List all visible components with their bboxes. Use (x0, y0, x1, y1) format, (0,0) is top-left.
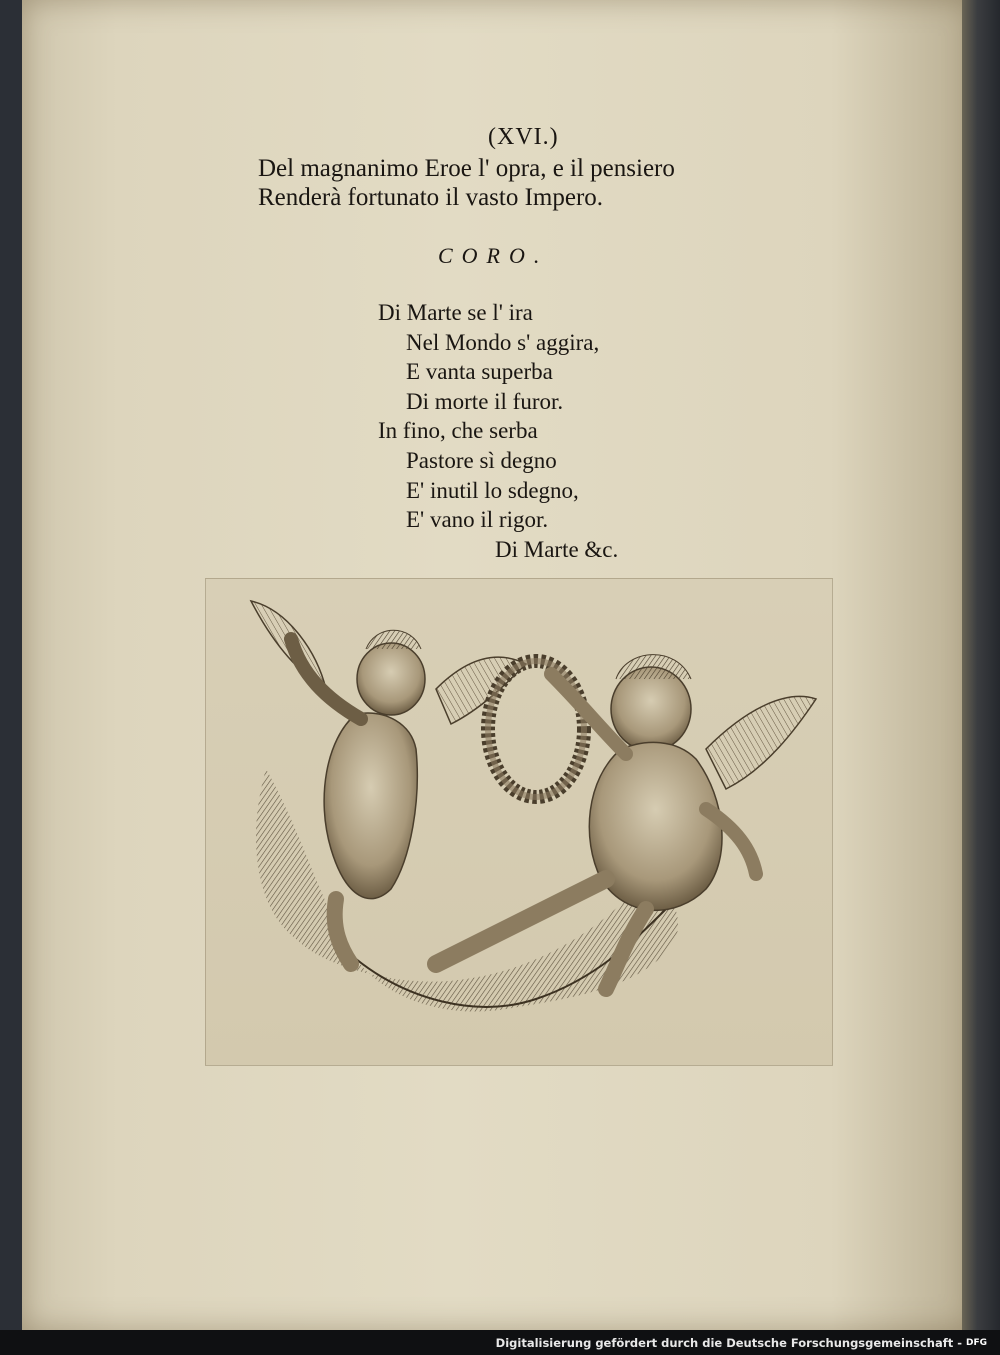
verse-line: In fino, che serba (378, 418, 538, 444)
poem-line-2: Renderà fortunato il vasto Impero. (258, 184, 604, 211)
poem-line-1: Del magnanimo Eroe l' opra, e il pensiero (258, 155, 675, 182)
engraving-plate (205, 578, 833, 1066)
putti-engraving (206, 579, 832, 1065)
coro-heading: CORO. (438, 243, 549, 268)
verse-line: Di Marte &c. (495, 536, 619, 562)
verse-line: E' vano il rigor. (406, 507, 549, 533)
verse-line: Di morte il furor. (406, 388, 564, 414)
page-number: (XVI.) (488, 124, 559, 150)
verse-line: Di Marte se l' ira (378, 300, 533, 325)
digitization-credit: Digitalisierung gefördert durch die Deutsche Forschungsgemeinschaft - (495, 1336, 962, 1350)
facing-page-edge (962, 0, 1000, 1330)
verse-line: E vanta superba (406, 359, 553, 385)
verse-line: E' inutil lo sdegno, (406, 477, 579, 503)
coro-verse (378, 298, 618, 564)
verse-line: Pastore sì degno (406, 447, 557, 473)
dfg-logo: DFG (966, 1338, 988, 1348)
verse-line: Nel Mondo s' aggira, (406, 329, 600, 355)
